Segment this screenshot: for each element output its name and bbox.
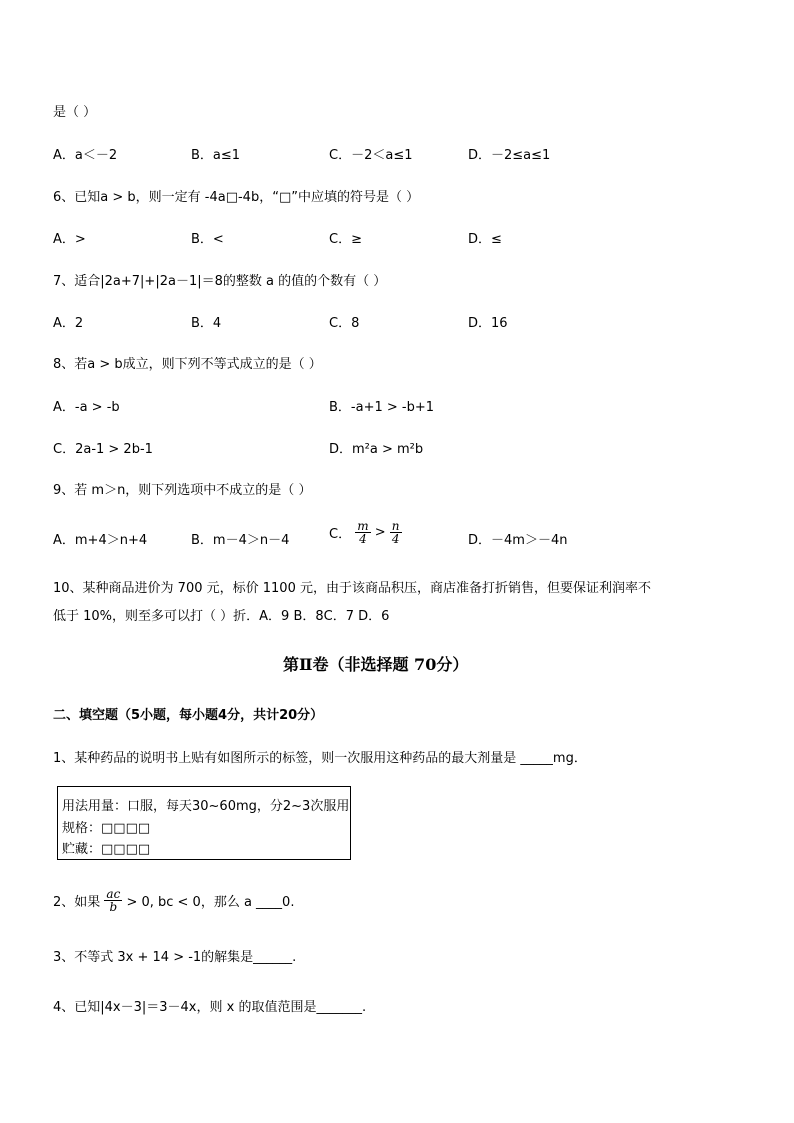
q9-option-d: D．－4m＞－4n: [468, 533, 568, 548]
q9-c-right-num: n: [391, 519, 400, 533]
q7-option-b: B．4: [191, 316, 222, 331]
q7-option-c: C．8: [329, 316, 360, 331]
q6-option-a: A．>: [53, 232, 86, 247]
q6-option-b: B．<: [191, 232, 224, 247]
q7-stem: 7、适合|2a+7|+|2a－1|＝8的整数 a 的值的个数有（ ）: [53, 274, 387, 289]
q5-option-c: C．－2＜a≤1: [329, 148, 413, 163]
q9-stem: 9、若 m＞n，则下列选项中不成立的是（ ）: [53, 483, 312, 498]
q9-c-left-fraction: [355, 520, 370, 545]
q9-option-c: [329, 520, 402, 545]
q6-stem: 6、已知a > b，则一定有 -4a□-4b，“□”中应填的符号是（ ）: [53, 190, 420, 205]
q8-option-b: B．-a+1 > -b+1: [329, 400, 435, 415]
label-spec-line: 规格：□□□□: [62, 821, 151, 836]
q5-option-a: A．a＜－2: [53, 148, 118, 163]
q6-option-d: D．≤: [468, 232, 502, 247]
q9-c-left-num: m: [357, 519, 369, 533]
q10-line-1: 10、某种商品进价为 700 元，标价 1100 元，由于该商品积压，商店准备打折销售，但要保证利润率不: [53, 581, 651, 596]
q9-c-right-fraction: [390, 520, 402, 545]
fill-question-2: [53, 888, 294, 913]
q8-stem: 8、若a > b成立，则下列不等式成立的是（ ）: [53, 357, 322, 372]
q10-line-2: 低于 10%，则至多可以打（ ）折．A．9 B．8C．7 D．6: [53, 609, 390, 624]
fill-question-2-suffix: > 0, bc < 0，那么 a ____0.: [126, 895, 295, 910]
fill-question-1: 1、某种药品的说明书上贴有如图所示的标签，则一次服用这种药品的最大剂量是 _____mg．: [53, 751, 587, 766]
q9-option-a: A．m+4＞n+4: [53, 533, 148, 548]
q8-option-a: A．-a > -b: [53, 400, 120, 415]
q8-option-c: C．2a-1 > 2b-1: [53, 442, 153, 457]
q5-option-b: B．a≤1: [191, 148, 241, 163]
q7-option-d: D．16: [468, 316, 508, 331]
q6-option-c: C．≥: [329, 232, 362, 247]
q8-option-d: D．m²a > m²b: [329, 442, 424, 457]
fill-question-2-den: b: [109, 900, 118, 914]
fill-question-2-num: ac: [106, 887, 121, 901]
fill-question-3: 3、不等式 3x + 14 > -1的解集是______.: [53, 950, 297, 965]
q5-option-d: D．－2≤a≤1: [468, 148, 551, 163]
q9-option-c-label: C．: [329, 527, 352, 542]
q7-option-a: A．2: [53, 316, 84, 331]
fill-question-2-prefix: 2、如果: [53, 895, 101, 910]
fill-question-4: 4、已知|4x－3|＝3－4x，则 x 的取值范围是_______.: [53, 1000, 367, 1015]
q9-c-operator: >: [374, 525, 386, 540]
label-storage-line: 贮藏：□□□□: [62, 842, 151, 857]
q5-stem-tail: 是（ ）: [53, 105, 97, 120]
q9-c-left-den: 4: [359, 532, 367, 546]
label-usage-line: 用法用量：口服，每天30~60mg，分2~3次服用: [62, 799, 350, 814]
fill-question-2-fraction: [104, 888, 122, 913]
fill-in-section-heading: 二、填空题（5小题，每小题4分，共计20分）: [53, 708, 324, 723]
q9-option-b: B．m－4＞n－4: [191, 533, 290, 548]
medicine-label-box: [57, 786, 351, 860]
q9-c-right-den: 4: [391, 532, 400, 546]
part-two-title: 第Ⅱ卷（非选择题 70分）: [283, 655, 469, 674]
